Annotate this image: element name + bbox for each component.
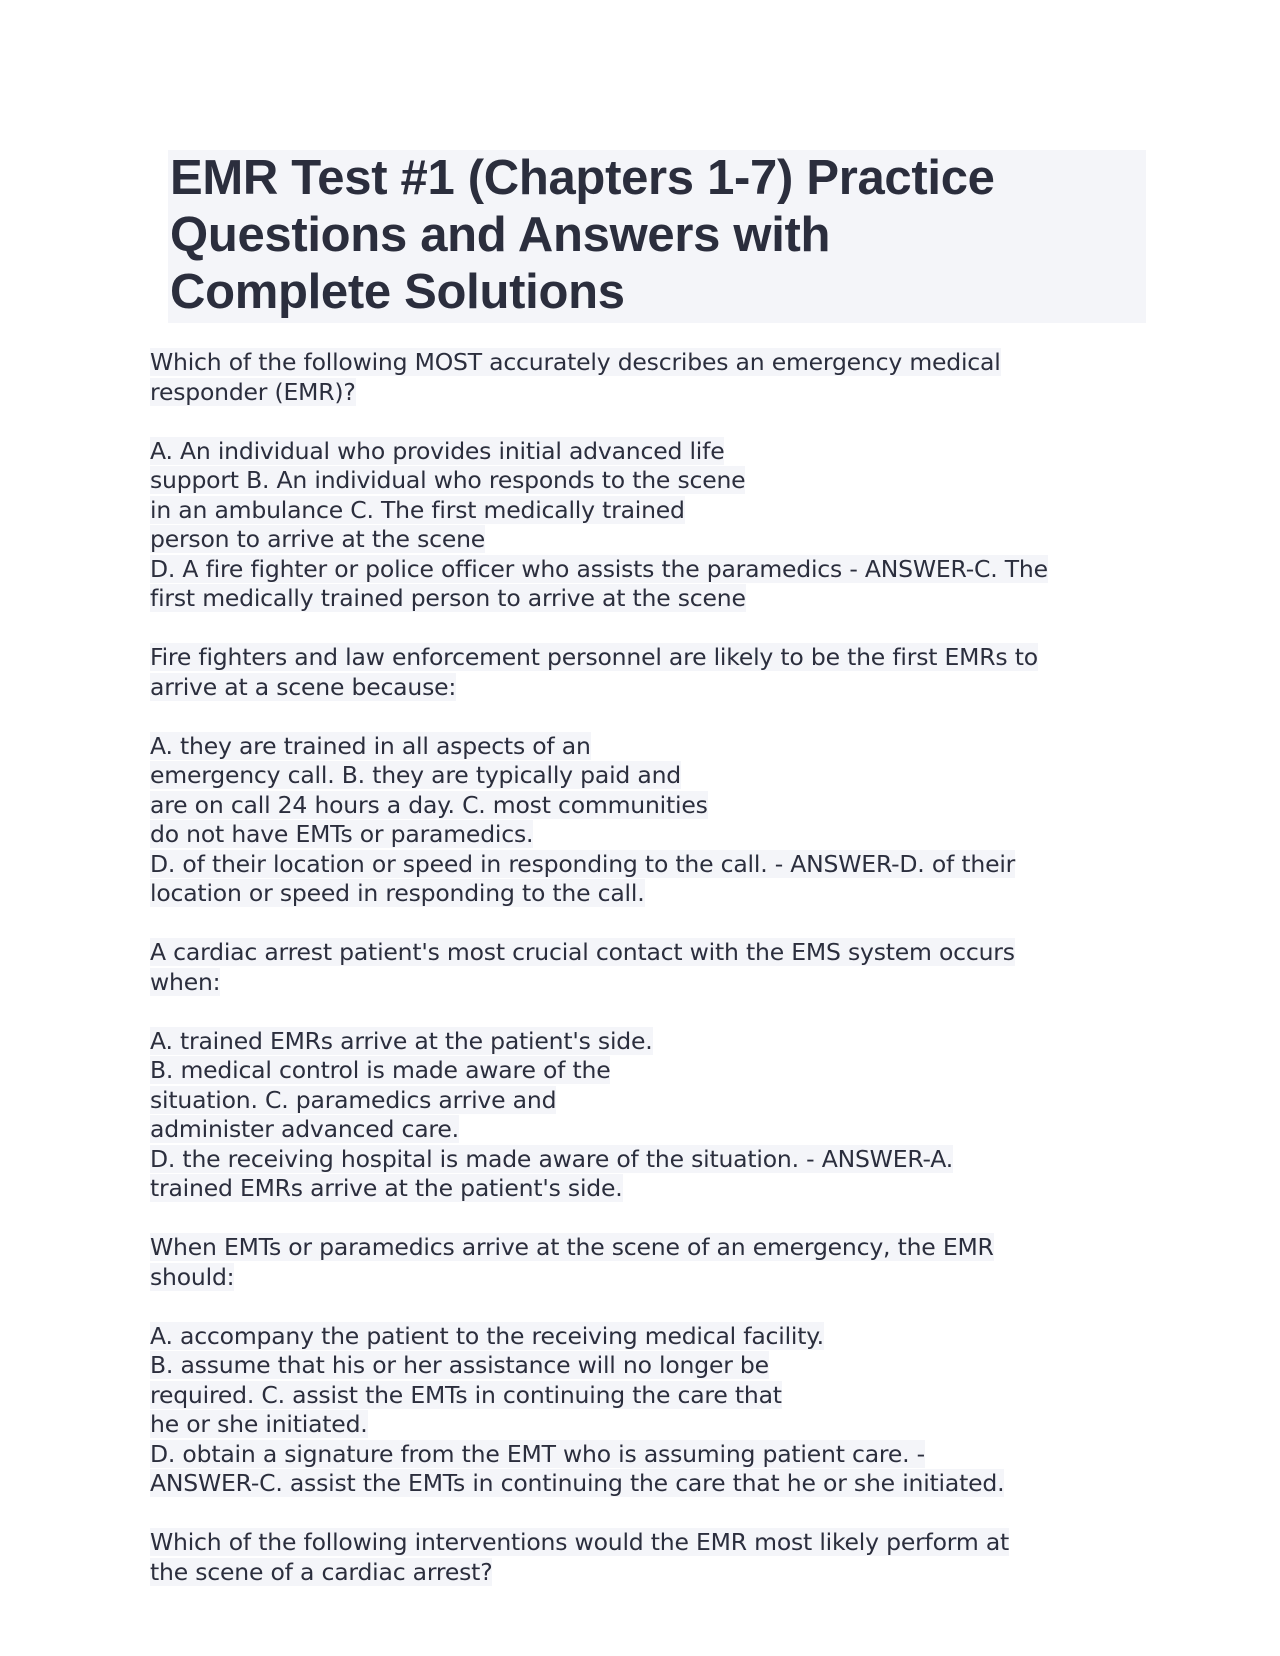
option-line: A. trained EMRs arrive at the patient's side. xyxy=(150,1026,653,1055)
option-line: administer advanced care. xyxy=(150,1115,459,1143)
option-line: A. accompany the patient to the receiving medical facility. xyxy=(150,1321,824,1350)
document-title xyxy=(170,150,1146,321)
question-text: When EMTs or paramedics arrive at the scene of an emergency, the EMR xyxy=(150,1233,994,1261)
question-block xyxy=(150,643,1130,909)
option-line: B. assume that his or her assistance will no longer be xyxy=(150,1351,769,1379)
option-line: required. C. assist the EMTs in continuing the care that xyxy=(150,1380,782,1409)
question-text: when: xyxy=(150,967,221,996)
question-block xyxy=(150,348,1130,614)
option-line: support B. An individual who responds to the scene xyxy=(150,466,746,494)
option-answer-line: D. the receiving hospital is made aware of the situation. - ANSWER-A. xyxy=(150,1144,954,1173)
document-body xyxy=(150,348,1130,1617)
spacer xyxy=(150,407,1130,437)
option-line: are on call 24 hours a day. C. most communities xyxy=(150,790,708,819)
option-answer-line: D. obtain a signature from the EMT who is assuming patient care. - xyxy=(150,1439,925,1468)
spacer xyxy=(150,702,1130,732)
option-line: in an ambulance C. The first medically trained xyxy=(150,495,685,524)
answer-line: location or speed in responding to the call. xyxy=(150,879,645,907)
option-line: emergency call. B. they are typically paid and xyxy=(150,761,681,789)
answer-line: trained EMRs arrive at the patient's side. xyxy=(150,1174,623,1202)
question-text: Which of the following interventions would the EMR most likely perform at xyxy=(150,1528,1010,1556)
title-line: Complete Solutions xyxy=(170,265,625,319)
spacer xyxy=(150,1292,1130,1322)
question-block xyxy=(150,1528,1130,1587)
answer-line: ANSWER-C. assist the EMTs in continuing the care that he or she initiated. xyxy=(150,1469,1005,1497)
option-answer-line: D. A fire fighter or police officer who assists the paramedics - ANSWER-C. The xyxy=(150,554,1048,583)
option-line: do not have EMTs or paramedics. xyxy=(150,820,534,848)
question-text: the scene of a cardiac arrest? xyxy=(150,1557,493,1586)
title-line: Questions and Answers with xyxy=(170,208,831,262)
option-answer-line: D. of their location or speed in responding to the call. - ANSWER-D. of their xyxy=(150,849,1016,878)
option-line: A. An individual who provides initial advanced life xyxy=(150,436,725,465)
question-block xyxy=(150,1233,1130,1499)
answer-line: first medically trained person to arrive at the scene xyxy=(150,584,746,612)
question-text: arrive at a scene because: xyxy=(150,672,457,701)
option-line: B. medical control is made aware of the xyxy=(150,1056,611,1084)
spacer xyxy=(150,997,1130,1027)
title-line: EMR Test #1 (Chapters 1-7) Practice xyxy=(170,151,995,205)
question-text: Fire fighters and law enforcement personnel are likely to be the first EMRs to xyxy=(150,643,1038,671)
question-text: responder (EMR)? xyxy=(150,377,356,406)
question-text: should: xyxy=(150,1262,235,1291)
question-text: Which of the following MOST accurately describes an emergency medical xyxy=(150,348,1001,376)
question-text: A cardiac arrest patient's most crucial contact with the EMS system occurs xyxy=(150,938,1015,966)
option-line: A. they are trained in all aspects of an xyxy=(150,731,591,760)
option-line: situation. C. paramedics arrive and xyxy=(150,1085,557,1114)
option-line: person to arrive at the scene xyxy=(150,525,486,553)
option-line: he or she initiated. xyxy=(150,1410,368,1438)
title-block xyxy=(168,150,1146,323)
question-block xyxy=(150,938,1130,1204)
